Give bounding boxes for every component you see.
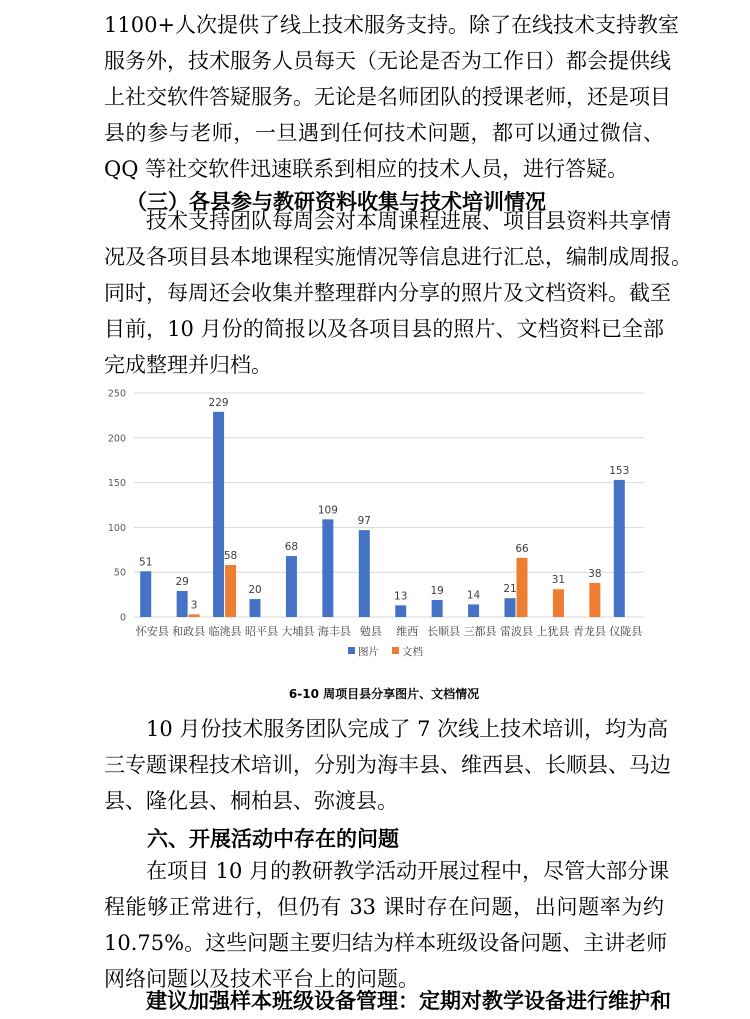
x-tick-label: 大埔县: [281, 625, 315, 638]
bar: [213, 412, 224, 617]
paragraph-training: [104, 711, 671, 819]
x-tick-label: 和政县: [172, 625, 206, 638]
text-line: 1100+人次提供了线上技术服务支持。除了在线技术支持教室: [104, 13, 680, 37]
bar: [614, 480, 625, 617]
data-label: 68: [284, 541, 299, 554]
x-tick-label: 仪陇县: [609, 625, 643, 638]
y-tick-label: 200: [107, 433, 126, 445]
data-label: 229: [208, 396, 229, 409]
text-line: 上社交软件答疑服务。无论是名师团队的授课老师，还是项目: [104, 85, 671, 109]
text-line: 10.75%。这些问题主要归结为样本班级设备问题、主讲老师: [104, 931, 668, 955]
bar: [189, 614, 200, 617]
x-tick-label: 昭平县: [245, 625, 278, 638]
bar: [432, 600, 443, 617]
paragraph-materials: [104, 203, 692, 383]
section-heading-materials: （三）各县参与教研资料收集与技术培训情况: [126, 189, 546, 214]
x-tick-label: 临洮县: [208, 625, 242, 638]
y-tick-label: 0: [119, 612, 126, 624]
y-tick-label: 250: [107, 388, 126, 400]
data-label: 20: [248, 584, 262, 597]
data-label: 38: [588, 567, 602, 580]
bar: [505, 598, 516, 617]
x-tick-label: 维西: [396, 625, 419, 638]
text-line: 网络问题以及技术平台上的问题。: [104, 967, 419, 991]
x-tick-label: 长顺县: [427, 625, 461, 638]
bar-chart-svg: [96, 380, 656, 672]
legend-label: 文档: [402, 646, 423, 658]
data-label: 14: [466, 589, 481, 602]
x-tick-label: 雷波县: [500, 625, 533, 638]
text-line: 服务外，技术服务人员每天（无论是否为工作日）都会提供线: [104, 49, 671, 73]
x-tick-label: 海丰县: [317, 625, 351, 638]
text-line: 三专题课程技术培训，分别为海丰县、维西县、长顺县、马边: [104, 753, 671, 777]
text-line: 完成整理并归档。: [104, 353, 272, 377]
x-tick-label: 上犹县: [536, 625, 570, 638]
legend-swatch: [392, 647, 399, 654]
bar: [589, 583, 600, 617]
data-label: 153: [609, 464, 630, 477]
paragraph-tech-support: [104, 7, 680, 187]
y-tick-label: 100: [107, 522, 126, 534]
section-heading-problems: 六、开展活动中存在的问题: [147, 826, 399, 851]
bar: [177, 591, 188, 617]
data-label: 19: [430, 584, 444, 597]
text-line: 同时，每周还会收集并整理群内分享的照片及文档资料。截至: [104, 281, 671, 305]
data-label: 3: [190, 599, 198, 612]
data-label: 51: [139, 556, 153, 569]
bar: [359, 530, 370, 617]
data-label: 21: [503, 583, 517, 596]
data-label: 13: [394, 590, 408, 603]
legend-swatch: [348, 647, 355, 654]
bar: [553, 589, 564, 617]
x-tick-label: 怀安县: [135, 625, 169, 638]
data-label: 66: [515, 542, 529, 555]
x-tick-label: 勉县: [359, 625, 382, 638]
paragraph-problems: [104, 853, 670, 997]
bar: [250, 599, 261, 617]
text-line: 技术支持团队每周会对本周课程进展、项目县资料共享情: [104, 209, 671, 233]
bar: [517, 558, 528, 617]
data-label: 109: [317, 504, 338, 517]
paragraph-suggestion: [104, 983, 671, 1019]
data-label: 58: [223, 550, 238, 563]
bar-chart: [96, 380, 656, 672]
y-tick-label: 50: [113, 567, 126, 579]
y-tick-label: 150: [107, 478, 126, 490]
data-label: 31: [551, 574, 566, 587]
text-line: 县、隆化县、桐柏县、弥渡县。: [104, 789, 398, 813]
text-line: 县的参与老师，一旦遇到任何技术问题，都可以通过微信、: [104, 121, 664, 145]
x-tick-label: 三都县: [463, 625, 497, 638]
bar: [225, 565, 236, 617]
bar: [468, 604, 479, 617]
bar: [140, 571, 151, 617]
text-line: 建议加强样本班级设备管理：定期对教学设备进行维护和: [104, 988, 671, 1013]
bar: [286, 556, 297, 617]
legend-label: 图片: [358, 646, 379, 658]
text-line: QQ 等社交软件迅速联系到相应的技术人员，进行答疑。: [104, 157, 629, 181]
bar: [322, 519, 333, 617]
chart-caption: 6-10 周项目县分享图片、文档情况: [288, 687, 480, 701]
text-line: 目前，10 月份的简报以及各项目县的照片、文档资料已全部: [104, 317, 664, 341]
bar: [395, 605, 406, 617]
text-line: 10 月份技术服务团队完成了 7 次线上技术培训，均为高: [104, 717, 669, 741]
text-line: 况及各项目县本地课程实施情况等信息进行汇总，编制成周报。: [104, 245, 692, 269]
text-line: 在项目 10 月的教研教学活动开展过程中，尽管大部分课: [104, 859, 670, 883]
data-label: 97: [357, 515, 371, 528]
x-tick-label: 青龙县: [572, 625, 606, 638]
text-line: 程能够正常进行，但仍有 33 课时存在问题，出问题率为约: [104, 895, 664, 919]
data-label: 29: [175, 576, 189, 589]
